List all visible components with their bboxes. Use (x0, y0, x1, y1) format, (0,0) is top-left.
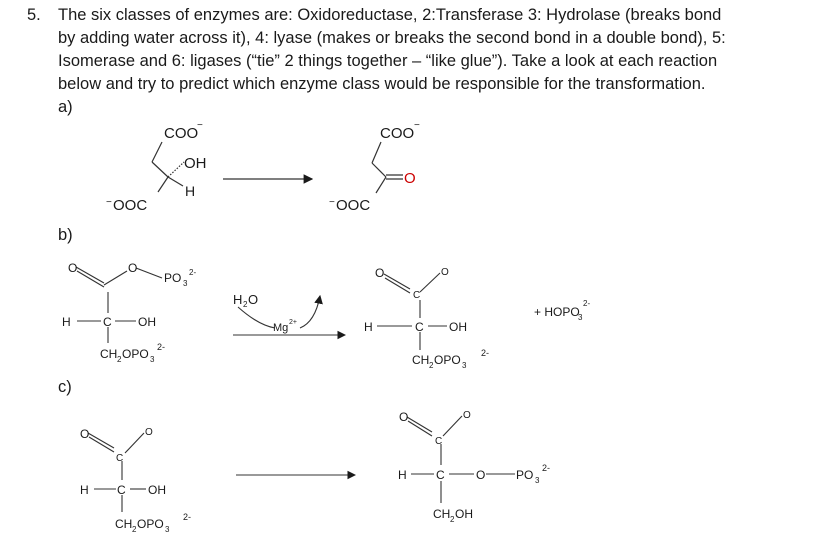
b-product-oh: OH (449, 320, 467, 334)
a-reactant-ooc-charge: − (106, 197, 112, 208)
c-product-c: C (436, 468, 445, 482)
part-b-water-curve (238, 307, 275, 328)
b-cofactor-charge: 2+ (289, 319, 297, 326)
question-number: 5. (27, 6, 41, 24)
c-reactant-opo-charge: 2- (183, 512, 192, 522)
b-reactant-oh: OH (138, 315, 156, 329)
part-a-product (372, 142, 403, 193)
c-product-link-o: O (476, 468, 486, 482)
c-product-o-minus: O (463, 410, 471, 421)
a-product-ooc-charge: − (329, 197, 335, 208)
a-reactant-ooc: OOC (113, 197, 148, 214)
c-product-carbonyl-o: O (399, 410, 409, 424)
question-line-1: The six classes of enzymes are: Oxidoreductase, 2:Transferase 3: Hydrolase (breaks bond (58, 6, 722, 24)
part-b-reaction (76, 267, 447, 350)
b-reactant-c: C (103, 315, 112, 329)
a-product-carbonyl-o: O (404, 170, 416, 187)
b-water-h: H (233, 292, 243, 307)
a-product-coo: COO (380, 125, 415, 142)
b-product-h: H (364, 320, 373, 334)
b-reactant-po-charge: 2- (189, 268, 197, 277)
c-product-po-sub: 3 (535, 476, 540, 485)
c-reactant-c-top: C (116, 453, 124, 464)
part-b-label: b) (58, 226, 73, 244)
part-c-text (80, 410, 550, 534)
c-reactant-opo-sub: 3 (165, 525, 170, 534)
c-reactant-c: C (117, 483, 126, 497)
c-reactant-opo: OPO (137, 517, 164, 531)
c-product-c-top: C (435, 436, 443, 447)
b-reactant-ch2: CH (100, 347, 118, 361)
a-product-ooc: OOC (336, 197, 371, 214)
c-product-ch2oh-end: OH (455, 507, 473, 521)
b-reactant-opo-sub: 3 (150, 355, 155, 364)
c-reactant-carbonyl-o: O (80, 427, 90, 441)
c-reactant-h: H (80, 483, 89, 497)
a-reactant-coo: COO (164, 125, 199, 142)
a-reactant-oh: OH (184, 155, 207, 172)
c-reactant-o-minus: O (145, 427, 153, 438)
c-product-po-charge: 2- (542, 463, 551, 473)
b-product-c-top: C (413, 290, 421, 301)
c-product-po: PO (516, 468, 534, 482)
b-water-o: O (248, 292, 259, 307)
part-b-mg-curve (300, 296, 320, 328)
b-cofactor: Mg (273, 322, 289, 334)
b-product-ch2: CH (412, 353, 430, 367)
b-reactant-h: H (62, 315, 71, 329)
part-b-reactant (76, 267, 162, 343)
part-a-text (106, 120, 420, 214)
part-c-reactant (88, 433, 146, 512)
b-product-ch2-sub: 2 (429, 361, 434, 370)
part-c-label: c) (58, 378, 72, 396)
a-reactant-coo-charge: − (197, 120, 203, 131)
b-reactant-po-sub: 3 (183, 279, 188, 288)
part-c-product (407, 416, 515, 503)
part-a-reactant (152, 142, 184, 192)
b-product-carbonyl-o: O (375, 266, 385, 280)
c-reactant-ch2: CH (115, 517, 133, 531)
b-product-o-minus: O (441, 267, 449, 278)
c-product-ch2: CH (433, 507, 451, 521)
b-reactant-ch2-sub: 2 (117, 355, 122, 364)
part-b-product (377, 273, 447, 350)
c-reactant-oh: OH (148, 483, 166, 497)
b-reactant-opo-charge: 2- (157, 342, 166, 352)
part-b-text (62, 261, 590, 370)
b-product-opo-charge: 2- (481, 348, 490, 358)
a-reactant-h: H (185, 183, 196, 199)
c-product-h: H (398, 468, 407, 482)
part-a-label: a) (58, 98, 73, 116)
a-product-coo-charge: − (414, 120, 420, 131)
question-line-2: by adding water across it), 4: lyase (makes or breaks the second bond in a double bond), 5: (58, 29, 726, 47)
b-reactant-carbonyl-o: O (68, 261, 78, 275)
question-line-4: below and try to predict which enzyme class would be responsible for the transformation. (58, 75, 706, 93)
b-product-opo: OPO (434, 353, 461, 367)
question-line-3: Isomerase and 6: ligases (“tie” 2 things together – “like glue”). Take a look at each reaction (58, 52, 718, 70)
b-reactant-opo: OPO (122, 347, 149, 361)
b-water-sub: 2 (243, 300, 248, 309)
b-product-opo-sub: 3 (462, 361, 467, 370)
b-byproduct-sub: 3 (578, 313, 583, 322)
c-product-ch2-sub: 2 (450, 515, 455, 524)
c-reactant-ch2-sub: 2 (132, 525, 137, 534)
b-product-c: C (415, 320, 424, 334)
b-byproduct: + HOPO (534, 305, 580, 319)
b-reactant-ester-o: O (128, 261, 138, 275)
b-byproduct-charge: 2- (583, 299, 591, 308)
b-reactant-po: PO (164, 271, 182, 285)
